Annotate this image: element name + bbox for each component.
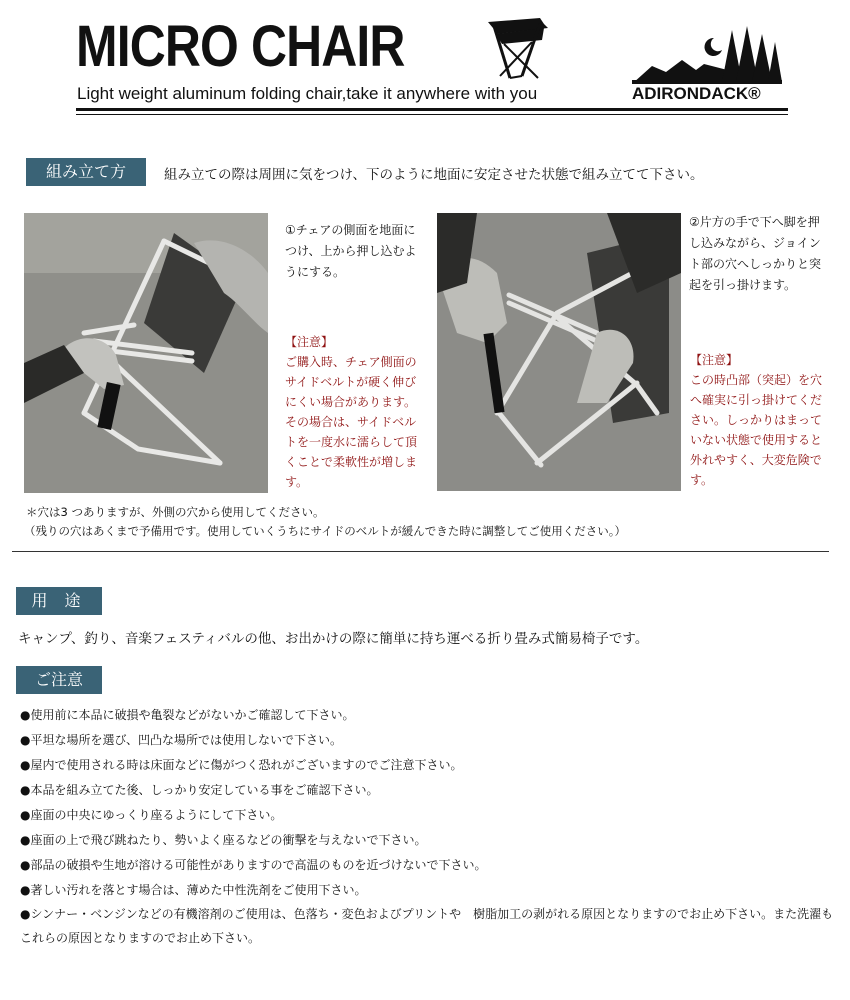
caution-item: ●著しい汚れを落とす場合は、薄めた中性洗剤をご使用下さい。 — [20, 883, 367, 897]
section-label-assembly: 組み立て方 — [26, 158, 146, 186]
step1-warning — [285, 332, 420, 492]
folding-chair-icon — [482, 14, 554, 84]
assembly-photo-step2 — [437, 213, 681, 491]
caution-item: ●屋内で使用される時は床面などに傷がつく恐れがございますのでご注意下さい。 — [20, 758, 463, 772]
brand-name: ADIRONDACK® — [632, 84, 761, 103]
caution-item: ●座面の上で飛び跳ねたり、勢いよく座るなどの衝撃を与えないで下さい。 — [20, 833, 427, 847]
caution-item: ●本品を組み立てた後、しっかり安定している事をご確認下さい。 — [20, 783, 379, 797]
caution-item: ●座面の中央にゆっくり座るようにして下さい。 — [20, 808, 283, 822]
step1-warning-title: 【注意】 — [285, 335, 334, 349]
assembly-intro: 組み立ての際は周囲に気をつけ、下のように地面に安定させた状態で組み立てて下さい。 — [164, 167, 704, 183]
note-holes: ＊穴は3 つありますが、外側の穴から使用してください。 — [26, 505, 325, 519]
caution-item: ●部品の破損や生地が溶ける可能性がありますので高温のものを近づけないで下さい。 — [20, 858, 487, 872]
section-label-usage: 用 途 — [16, 587, 102, 615]
step1-instruction: ①チェアの側面を地面につけ、上から押し込むようにする。 — [285, 223, 417, 279]
usage-text: キャンプ、釣り、音楽フェスティバルの他、お出かけの際に簡単に持ち運べる折り畳み式簡易椅子です。 — [18, 631, 649, 647]
step2-warning-body: この時凸部（突起）を穴へ確実に引っ掛けてください。しっかりはまっていない状態で使用すると外れやすく、大変危険です。 — [690, 373, 823, 487]
caution-item: ●使用前に本品に破損や亀裂などがないかご確認して下さい。 — [20, 708, 355, 722]
caution-item: ●シンナー・ベンジンなどの有機溶剤のご使用は、色落ち・変色およびプリントや 樹脂加工の剥がれる原因となりますのでお止め下さい。また洗濯もこれらの原因となりますのでお止め下さい。 — [20, 907, 834, 945]
brand-logo-trees-icon — [632, 24, 782, 84]
section-divider — [12, 551, 829, 552]
step2-instruction: ②片方の手で下へ脚を押し込みながら、ジョイント部の穴へしっかりと突起を引っ掛けます。 — [689, 215, 822, 292]
step2-warning — [690, 350, 828, 490]
note-spare-holes: （残りの穴はあくまで予備用です。使用していくうちにサイドのベルトが緩んできた時に調整してご使用ください。） — [24, 524, 627, 538]
assembly-photo-step1 — [24, 213, 268, 493]
section-label-caution: ご注意 — [16, 666, 102, 694]
step2-warning-title: 【注意】 — [690, 353, 739, 367]
caution-item: ●平坦な場所を選び、凹凸な場所では使用しないで下さい。 — [20, 733, 342, 747]
tagline: Light weight aluminum folding chair,take it anywhere with you — [77, 84, 538, 103]
header-rule-thin — [76, 114, 788, 115]
header-rule-thick — [76, 108, 788, 111]
product-title: MICRO CHAIR — [76, 14, 405, 79]
step1-warning-body: ご購入時、チェア側面のサイドベルトが硬く伸びにくい場合があります。その場合は、サイドベルトを一度水に濡らして頂くことで柔軟性が増します。 — [285, 355, 418, 489]
